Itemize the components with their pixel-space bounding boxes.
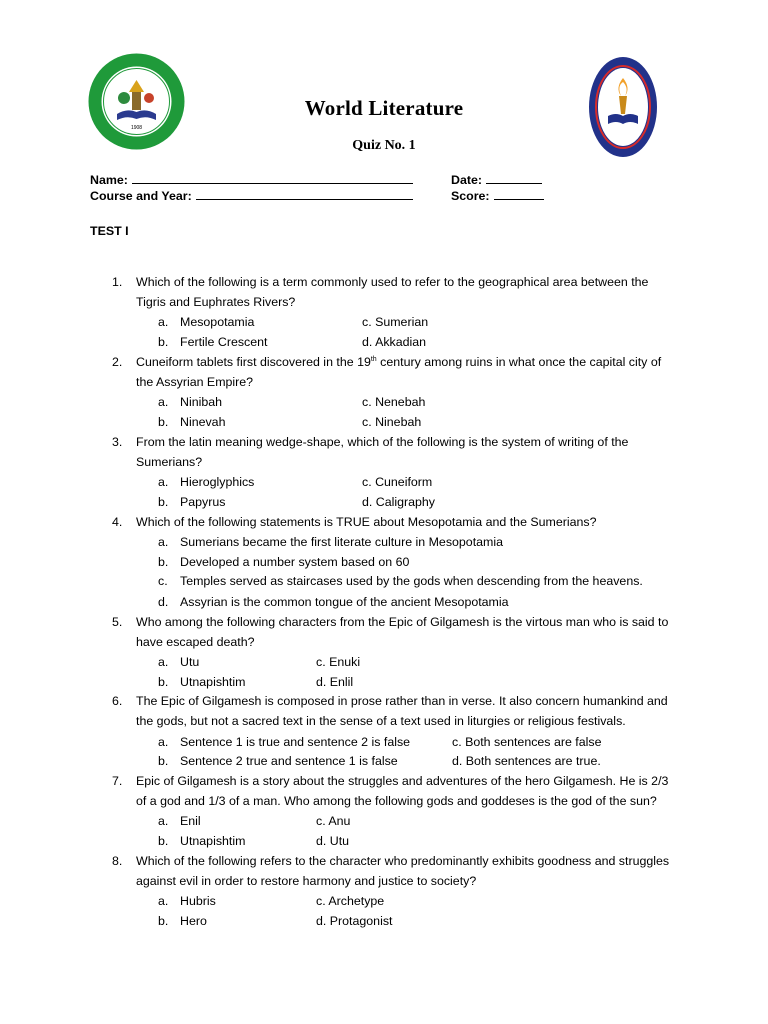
question-stem: The Epic of Gilgamesh is composed in prose rather than in verse. It also concern humankind and the gods, but not a sacred text in the sense of a text used in liturgies or religious festivals. [136, 694, 668, 728]
option-c[interactable]: c. Archetype [316, 894, 385, 908]
score-blank[interactable] [494, 188, 544, 200]
score-label: Score: [451, 189, 490, 203]
course-year-field [90, 188, 413, 203]
option-c[interactable]: c. Both sentences are false [452, 735, 602, 749]
page-title: World Literature [304, 96, 464, 120]
option-c[interactable]: c. Enuki [316, 655, 361, 669]
score-field [451, 188, 544, 203]
question-stem: From the latin meaning wedge-shape, which of the following is the system of writing of the Sumerians? [136, 435, 629, 469]
seal-year: 1908 [130, 125, 143, 131]
question-number: 1. [112, 275, 123, 289]
question-stem: Who among the following characters from the Epic of Gilgamesh is the virtous man who is said to have escaped death? [136, 615, 669, 649]
date-blank[interactable] [486, 172, 542, 184]
question-number: 6. [112, 694, 123, 708]
question-stem: Which of the following refers to the character who predominantly exhibits goodness and struggles against evil in order to restore harmony and justice to society? [136, 854, 670, 888]
option-c-2[interactable]: c. Ninebah [362, 415, 422, 429]
date-field [451, 172, 542, 187]
question-stem: Which of the following statements is TRUE about Mesopotamia and the Sumerians? [136, 515, 597, 529]
name-blank[interactable] [132, 172, 413, 184]
question-stem: Which of the following is a term commonly used to refer to the geographical area between the Tigris and Euphrates Rivers? [136, 275, 649, 309]
option-c[interactable]: c. Cuneiform [362, 475, 433, 489]
option-d[interactable]: d. Protagonist [316, 914, 393, 928]
date-label: Date: [451, 173, 482, 187]
option-d[interactable]: d. Both sentences are true. [452, 754, 601, 768]
option-c[interactable]: c. Sumerian [362, 315, 429, 329]
question-number: 8. [112, 854, 123, 868]
option-d[interactable]: d. Caligraphy [362, 495, 436, 509]
section-heading: TEST I [90, 224, 129, 238]
question-stem: Epic of Gilgamesh is a story about the struggles and adventures of the hero Gilgamesh. He is 2/3 of a god and 1/3 of a man. Who among the following gods and goddeses is the god of the sun? [136, 774, 669, 808]
option-c[interactable]: c. Anu [316, 814, 351, 828]
option-d[interactable]: d. Utu [316, 834, 350, 848]
question-number: 3. [112, 435, 123, 449]
option-c[interactable]: c. Nenebah [362, 395, 426, 409]
option-d[interactable]: d. Enlil [316, 675, 354, 689]
question-number: 7. [112, 774, 123, 788]
option-d[interactable]: d. Akkadian [362, 335, 427, 349]
quiz-number: Quiz No. 1 [352, 138, 416, 153]
course-year-blank[interactable] [196, 188, 413, 200]
course-year-label: Course and Year: [90, 189, 192, 203]
question-stem: Cuneiform tablets first discovered in the 19th century among ruins in what once the capital city of the Assyrian Empire? [136, 355, 662, 389]
name-field [90, 172, 413, 187]
question-number: 4. [112, 515, 123, 529]
question-number: 5. [112, 615, 123, 629]
question-number: 2. [112, 355, 123, 369]
name-label: Name: [90, 173, 128, 187]
